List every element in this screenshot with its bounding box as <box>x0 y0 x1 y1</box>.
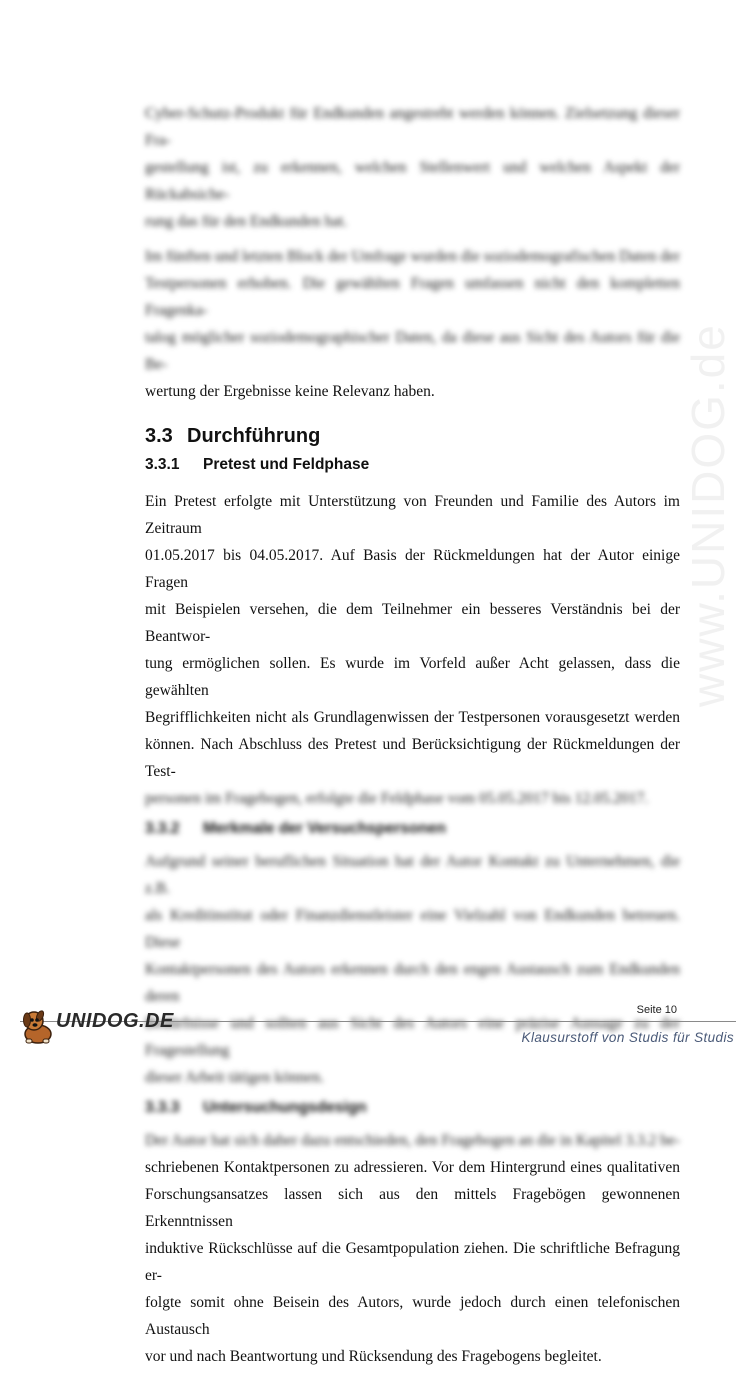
footer-slogan: Klausurstoff von Studis für Studis <box>521 1030 734 1045</box>
text-line: Der Autor hat sich daher dazu entschieden, den Fragebogen an die in Kapitel 3.3.2 be- <box>145 1132 680 1149</box>
subsection-title: Untersuchungsdesign <box>203 1099 367 1116</box>
text-line: Testpersonen erhoben. Die gewählten Fragen umfassen nicht den kompletten Fragenka- <box>145 275 680 319</box>
text-line: folgte somit ohne Beisein des Autors, wurde jedoch durch einen telefonischen Austausch <box>145 1294 680 1338</box>
dog-mascot-icon <box>18 1006 58 1046</box>
design-paragraph <box>145 1127 680 1370</box>
text-line: rung das für den Endkunden hat. <box>145 213 348 230</box>
subsection-title: Merkmale der Versuchspersonen <box>203 820 446 837</box>
logo-text: UNIDOG.DE <box>56 1010 174 1032</box>
unidog-logo[interactable] <box>18 1006 174 1050</box>
text-line: wertung der Ergebnisse keine Relevanz haben. <box>145 383 435 400</box>
blurred-paragraph <box>145 100 680 235</box>
text-line: als Kreditinstitut oder Finanzdienstleister eine Vielzahl von Endkunden betreuen. Diese <box>145 907 680 951</box>
text-line: gestellung ist, zu erkennen, welchen Stellenwert und welchen Aspekt der Rückabsiche- <box>145 159 680 203</box>
text-line: Cyber-Schutz-Produkt für Endkunden angestrebt werden können. Zielsetzung dieser Fra- <box>145 105 680 149</box>
section-heading <box>145 425 680 448</box>
text-line: talog möglicher soziodemographischer Daten, da diese aus Sicht des Autors für die Be- <box>145 329 680 373</box>
subsection-number: 3.3.2 <box>145 820 180 837</box>
text-line: Ein Pretest erfolgte mit Unterstützung von Freunden und Familie des Autors im Zeitraum <box>145 493 680 537</box>
text-line: 01.05.2017 bis 04.05.2017. Auf Basis der Rückmeldungen hat der Autor einige Fragen <box>145 547 680 591</box>
subsection-title: Pretest und Feldphase <box>203 456 370 473</box>
subsection-number: 3.3.1 <box>145 456 180 473</box>
text-line: Kontaktpersonen des Autors erkennen durch den engen Austausch zum Endkunden deren <box>145 961 680 1005</box>
subsection-number: 3.3.3 <box>145 1099 180 1116</box>
text-line: mit Beispielen versehen, die dem Teilnehmer ein besseres Verständnis bei der Beantwor- <box>145 601 680 645</box>
watermark: www.UNIDOG.de <box>682 323 734 707</box>
text-line: dieser Arbeit tätigen können. <box>145 1069 325 1086</box>
text-line: können. Nach Abschluss des Pretest und Berücksichtigung der Rückmeldungen der Test- <box>145 736 680 780</box>
subsection-heading <box>145 1099 680 1117</box>
text-line: schriebenen Kontaktpersonen zu adressieren. Vor dem Hintergrund eines qualitativen <box>145 1159 680 1176</box>
text-line: personen im Fragebogen, erfolgte die Feldphase vom 05.05.2017 bis 12.05.2017. <box>145 790 649 807</box>
section-title: Durchführung <box>187 425 321 447</box>
text-line: Im fünften und letzten Block der Umfrage wurden die soziodemografischen Daten der <box>145 248 680 265</box>
text-line: Begrifflichkeiten nicht als Grundlagenwissen der Testpersonen vorausgesetzt werden <box>145 709 680 726</box>
pretest-paragraph <box>145 488 680 812</box>
text-line: induktive Rückschlüsse auf die Gesamtpopulation ziehen. Die schriftliche Befragung er- <box>145 1240 680 1284</box>
paragraph <box>145 243 680 405</box>
section-number: 3.3 <box>145 425 173 447</box>
blurred-paragraph <box>145 848 680 1091</box>
subsection-heading <box>145 456 680 474</box>
text-line: Bedürfnisse und sollten aus Sicht des Autors eine präzise Aussage zu der Fragestellung <box>145 1015 680 1059</box>
text-line: vor und nach Beantwortung und Rücksendung des Fragebogens begleitet. <box>145 1348 602 1365</box>
page-body <box>145 100 680 1378</box>
text-line: Aufgrund seiner beruflichen Situation hat der Autor Kontakt zu Unternehmen, die z.B. <box>145 853 680 897</box>
text-line: Forschungsansatzes lassen sich aus den mittels Fragebögen gewonnenen Erkenntnissen <box>145 1186 680 1230</box>
subsection-heading <box>145 820 680 838</box>
text-line: tung ermöglichen sollen. Es wurde im Vorfeld außer Acht gelassen, dass die gewählten <box>145 655 680 699</box>
page-number: Seite 10 <box>636 1004 677 1016</box>
